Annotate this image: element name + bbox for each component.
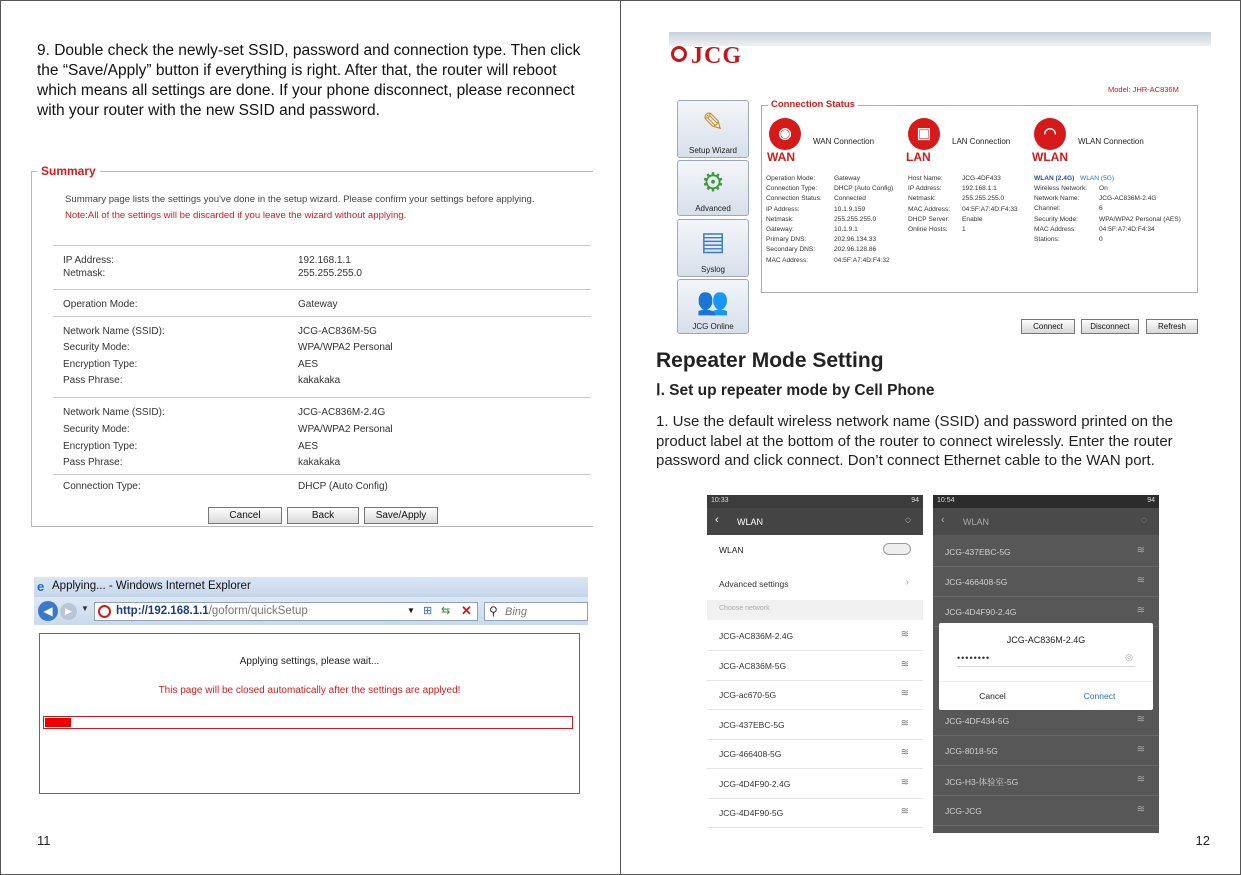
wifi-signal-icon: ≋	[1136, 575, 1145, 586]
url-dropdown-icon[interactable]: ▼	[407, 606, 415, 615]
status-icon: ▣	[908, 118, 940, 150]
status-title: WLAN Connection	[1078, 137, 1144, 146]
summary-row-value: DHCP (Auto Config)	[298, 481, 388, 492]
status-row-value: Connected	[834, 195, 866, 203]
wifi-signal-icon: ≋	[900, 688, 909, 699]
network-name: JCG-466408-5G	[945, 577, 1008, 587]
phone-screen-connect-dialog	[933, 495, 1159, 833]
status-row-label: MAC Address:	[1034, 225, 1077, 233]
search-icon: ⚲	[489, 604, 498, 618]
network-row[interactable]	[707, 740, 923, 769]
wifi-signal-icon: ≋	[900, 776, 909, 788]
forward-nav-icon[interactable]: ▶	[60, 603, 77, 620]
summary-row-value: AES	[298, 441, 319, 452]
network-row[interactable]	[933, 567, 1159, 597]
wifi-signal-icon: ≋	[1136, 744, 1145, 755]
refresh-icon[interactable]: ◌	[1141, 515, 1147, 526]
wifi-signal-icon: ≋	[1136, 605, 1145, 616]
summary-row-value: AES	[298, 359, 319, 370]
status-row-value: Gateway	[834, 175, 861, 182]
connection-status-frame	[761, 99, 1198, 293]
wifi-signal-icon: ≋	[900, 629, 909, 640]
status-row-value: WPA/WPA2 Personal (AES)	[1099, 215, 1181, 223]
section-heading: Repeater Mode Setting	[656, 349, 884, 372]
nav-tile[interactable]	[677, 100, 749, 158]
battery-level: 94	[911, 497, 919, 504]
summary-row-value: Gateway	[298, 299, 338, 310]
summary-row-label: Pass Phrase:	[63, 375, 123, 386]
advanced-settings[interactable]: Advanced settings	[719, 579, 789, 589]
network-name: JCG-ac670-5G	[719, 690, 777, 700]
jcg-logo-icon	[671, 46, 687, 62]
search-box[interactable]	[484, 602, 588, 621]
password-input[interactable]	[957, 653, 1135, 667]
status-row-value: 10.1.9.1	[834, 226, 858, 233]
jcg-logo: JCG	[671, 43, 742, 70]
network-row[interactable]	[933, 706, 1159, 736]
applying-message: Applying settings, please wait...	[239, 656, 380, 667]
dialog-cancel-button[interactable]: Cancel	[979, 691, 1006, 701]
status-row-label: IP Address:	[908, 185, 942, 193]
status-row-value: 04:5F:A7:4D:F4:33	[962, 205, 1018, 213]
status-row-value: 04:5F:A7:4D:F4:34	[1099, 225, 1155, 233]
site-icon	[98, 605, 111, 618]
wlan-toggle[interactable]	[883, 543, 911, 555]
summary-row-label: Connection Type:	[63, 481, 141, 492]
wifi-signal-icon: ≋	[1136, 804, 1145, 815]
ie-logo-icon: e	[37, 579, 45, 594]
network-row[interactable]	[707, 681, 923, 710]
page-number-left: 11	[37, 833, 51, 848]
nav-tile-label: Advanced	[695, 204, 731, 213]
status-row-label: Online Hosts:	[908, 226, 948, 233]
status-row-label: Primary DNS:	[766, 236, 807, 244]
back-button[interactable]: Back	[287, 507, 359, 524]
ie-toolbar	[34, 597, 588, 625]
search-engine-label: Bing	[505, 606, 528, 618]
nav-tile-icon: ⚙	[701, 167, 725, 197]
status-row-label: Operation Mode:	[766, 175, 816, 182]
wlan-header-title: WLAN	[737, 517, 764, 527]
right-page	[620, 0, 1241, 875]
network-name: JCG-437EBC-5G	[719, 719, 785, 730]
status-row-value: 10.1.9.159	[834, 205, 866, 213]
status-badge: LAN	[906, 150, 931, 164]
router-refresh-button[interactable]: Refresh	[1146, 319, 1198, 334]
nav-tile-icon: 👥	[696, 286, 730, 316]
status-row-value: 202.96.134.33	[834, 236, 877, 244]
status-row-value: 6	[1099, 205, 1103, 213]
status-row-value: DHCP (Auto Config)	[834, 185, 894, 193]
save-apply-button[interactable]: Save/Apply	[364, 507, 438, 524]
wifi-signal-icon: ≋	[900, 717, 909, 729]
status-row-value: 255.255.255.0	[962, 195, 1005, 203]
section-subheading: Ⅰ. Set up repeater mode by Cell Phone	[656, 382, 935, 399]
status-row-label: IP Address:	[766, 205, 800, 213]
address-url: http://192.168.1.1/goform/quickSetup	[116, 605, 308, 617]
dialog-connect-button[interactable]: Connect	[1083, 691, 1116, 701]
history-dropdown-icon[interactable]: ▼	[81, 604, 89, 613]
summary-row-label: Network Name (SSID):	[63, 407, 165, 418]
step-9-instruction: 9. Double check the newly-set SSID, password and connection type. Then click the “Save/Apply” button if everything is right. After that, the router will reboot which means all settings are done. If your phone disconnect, please reconnect with your router with the new SSID and password.	[37, 42, 581, 119]
wifi-signal-icon: ≋	[1136, 545, 1145, 556]
summary-row-label: Encryption Type:	[63, 441, 138, 452]
summary-intro: Summary page lists the settings you've done in the setup wizard. Please confirm your settings before applying.	[65, 194, 535, 205]
connection-status-legend: Connection Status	[768, 99, 858, 111]
summary-legend: Summary	[37, 164, 100, 178]
status-title: WAN Connection	[813, 137, 875, 146]
wifi-signal-icon: ≋	[900, 747, 909, 758]
nav-tile-label: Setup Wizard	[688, 146, 738, 155]
wifi-signal-icon: ≋	[1136, 714, 1145, 725]
status-row-value: JCG-4DF433	[962, 175, 1001, 182]
nav-tile[interactable]	[677, 160, 749, 216]
network-row[interactable]	[933, 796, 1159, 826]
status-row-value: JCG-AC836M-2.4G	[1099, 195, 1157, 203]
network-row[interactable]	[933, 736, 1159, 766]
network-name: JCG-437EBC-5G	[945, 547, 1011, 557]
battery-level: 94	[1147, 497, 1155, 504]
network-name: JCG-8018-5G	[945, 746, 998, 756]
nav-tile[interactable]	[677, 219, 749, 277]
status-row-value: 0	[1099, 236, 1103, 243]
status-bar	[933, 495, 1159, 508]
refresh-icon[interactable]: ⇆	[441, 605, 451, 617]
network-name: JCG-JCG	[945, 806, 982, 816]
summary-row-label: Encryption Type:	[63, 359, 138, 370]
phone-screen-wifi-list	[707, 495, 923, 833]
status-row-label: Network Name:	[1034, 195, 1080, 203]
dialog-title: JCG-AC836M-2.4G	[1006, 635, 1086, 645]
dialog-divider	[939, 681, 1153, 682]
summary-row-value: WPA/WPA2 Personal	[298, 342, 393, 353]
wlan-header-title: WLAN	[963, 517, 990, 527]
closing-note: This page will be closed automatically after the settings are applyed!	[158, 685, 461, 696]
status-row-value: 202.96.128.86	[834, 246, 877, 254]
wlan-tab-5g[interactable]: WLAN (5G)	[1080, 175, 1115, 182]
summary-row-value: JCG-AC836M-2.4G	[298, 407, 386, 418]
wlan-header	[707, 508, 923, 535]
network-name: JCG-4D4F90-2.4G	[945, 607, 1017, 617]
password-dots: ••••••••	[957, 653, 991, 663]
network-name: JCG-466408-5G	[719, 749, 782, 759]
wifi-signal-icon: ≋	[900, 658, 909, 670]
router-header-bar	[669, 32, 1211, 46]
network-name: JCG-4DF434-5G	[945, 716, 1010, 726]
router-disconnect-button[interactable]: Disconnect	[1081, 319, 1139, 334]
status-row-label: Channel:	[1034, 205, 1061, 213]
wlan-toggle-label: WLAN	[719, 545, 744, 555]
status-row-label: DHCP Server:	[908, 215, 950, 223]
status-row-value: On	[1099, 185, 1108, 192]
network-name: JCG-AC836M-2.4G	[719, 631, 794, 641]
summary-row-label: Security Mode:	[63, 342, 130, 353]
status-badge: WAN	[767, 150, 795, 164]
network-row[interactable]	[933, 766, 1159, 796]
show-password-icon[interactable]: ◎	[1125, 652, 1133, 662]
network-row[interactable]	[707, 622, 923, 651]
status-row-value: 04:5F:A7:4D:F4:32	[834, 256, 890, 264]
address-bar[interactable]	[94, 602, 478, 621]
network-name: JCG-H3-体验室-5G	[945, 777, 1019, 787]
back-arrow-icon[interactable]: ‹	[941, 514, 945, 526]
status-row-label: Netmask:	[908, 195, 936, 203]
summary-panel	[31, 164, 591, 527]
summary-row-label: Operation Mode:	[63, 299, 138, 310]
status-row-label: Connection Type:	[766, 185, 818, 193]
chevron-right-icon: ›	[905, 577, 909, 588]
status-row-value: Enable	[962, 215, 983, 223]
status-icon: ◠	[1034, 118, 1066, 150]
wifi-signal-icon: ≋	[1136, 774, 1145, 785]
network-row[interactable]	[707, 799, 923, 828]
applying-panel	[39, 633, 580, 794]
summary-row-value: 192.168.1.1	[298, 255, 351, 266]
compat-icon[interactable]: ⊞	[423, 605, 433, 617]
wlan-tab-24g[interactable]: WLAN (2.4G)	[1034, 175, 1075, 182]
nav-tile-icon: ▤	[700, 226, 726, 256]
network-row[interactable]	[707, 770, 923, 799]
wlan-header	[933, 508, 1159, 535]
network-name: JCG-4D4F90-2.4G	[719, 778, 791, 789]
progress-fill	[45, 718, 71, 727]
ie-titlebar	[34, 577, 588, 597]
back-nav-icon[interactable]: ◀	[38, 601, 58, 621]
summary-row-value: kakakaka	[298, 457, 341, 468]
status-title: LAN Connection	[952, 137, 1011, 146]
router-connect-button[interactable]: Connect	[1021, 319, 1075, 334]
network-row[interactable]	[707, 652, 923, 681]
page-number-right: 12	[1195, 833, 1210, 848]
summary-row-value: 255.255.255.0	[298, 268, 362, 279]
status-row-value: 192.168.1.1	[962, 185, 997, 193]
router-model: Model: JHR-AC836M	[1108, 85, 1179, 94]
wifi-signal-icon: ≋	[900, 806, 909, 817]
status-row-label: Security Mode:	[1034, 215, 1078, 223]
status-row-label: Connection Status:	[766, 195, 822, 203]
nav-tile-label: Syslog	[700, 265, 725, 274]
status-row-label: Host Name:	[908, 175, 943, 182]
ie-window-title: Applying... - Windows Internet Explorer	[52, 580, 251, 592]
status-row-label: Netmask:	[766, 215, 794, 223]
summary-row-value: WPA/WPA2 Personal	[298, 424, 393, 435]
step-1-instruction: 1. Use the default wireless network name (SSID) and password printed on the product label at the bottom of the router to connect wirelessly. Enter the router password and click connect. Don’t connect Ethernet cable to the WAN port.	[656, 413, 1173, 469]
ie-window	[34, 577, 588, 793]
status-row-value: 255.255.255.0	[834, 215, 877, 223]
network-row[interactable]	[707, 711, 923, 740]
status-badge: WLAN	[1032, 150, 1068, 164]
stop-icon[interactable]: ✕	[461, 603, 472, 618]
cancel-button[interactable]: Cancel	[208, 507, 282, 524]
status-row-label: Gateway:	[766, 226, 794, 233]
summary-row-label: Netmask:	[63, 268, 106, 279]
back-arrow-icon[interactable]: ‹	[715, 514, 719, 526]
summary-row-value: JCG-AC836M-5G	[298, 326, 377, 337]
progress-track	[43, 716, 573, 729]
status-row-label: Stations:	[1034, 236, 1060, 243]
summary-row-label: IP Address:	[63, 255, 114, 266]
summary-row-value: kakakaka	[298, 375, 341, 386]
summary-row-label: Network Name (SSID):	[63, 326, 165, 337]
status-time: 10:54	[937, 497, 955, 504]
nav-tile-icon: ✎	[702, 107, 724, 137]
summary-note: Note:All of the settings will be discarded if you leave the wizard without applying.	[65, 210, 407, 221]
connect-dialog	[939, 623, 1153, 710]
network-name: JCG-4D4F90-5G	[719, 808, 784, 818]
status-row-label: Wireless Network:	[1034, 185, 1088, 192]
status-row-label: MAC Address:	[766, 256, 809, 264]
status-icon: ◉	[769, 118, 801, 150]
status-row-label: Secondary DNS:	[766, 246, 816, 254]
status-bar	[707, 495, 923, 508]
refresh-icon[interactable]: ◌	[905, 515, 911, 526]
nav-tile[interactable]	[677, 279, 749, 334]
summary-row-label: Pass Phrase:	[63, 457, 123, 468]
nav-tile-label: JCG Online	[692, 322, 734, 331]
network-row[interactable]	[933, 537, 1159, 567]
status-time: 10:33	[711, 497, 729, 504]
summary-row-label: Security Mode:	[63, 424, 130, 435]
network-name: JCG-AC836M-5G	[719, 660, 787, 671]
status-row-label: MAC Address:	[908, 205, 951, 213]
status-row-value: 1	[962, 226, 966, 233]
choose-network-label: Choose network	[719, 605, 770, 612]
